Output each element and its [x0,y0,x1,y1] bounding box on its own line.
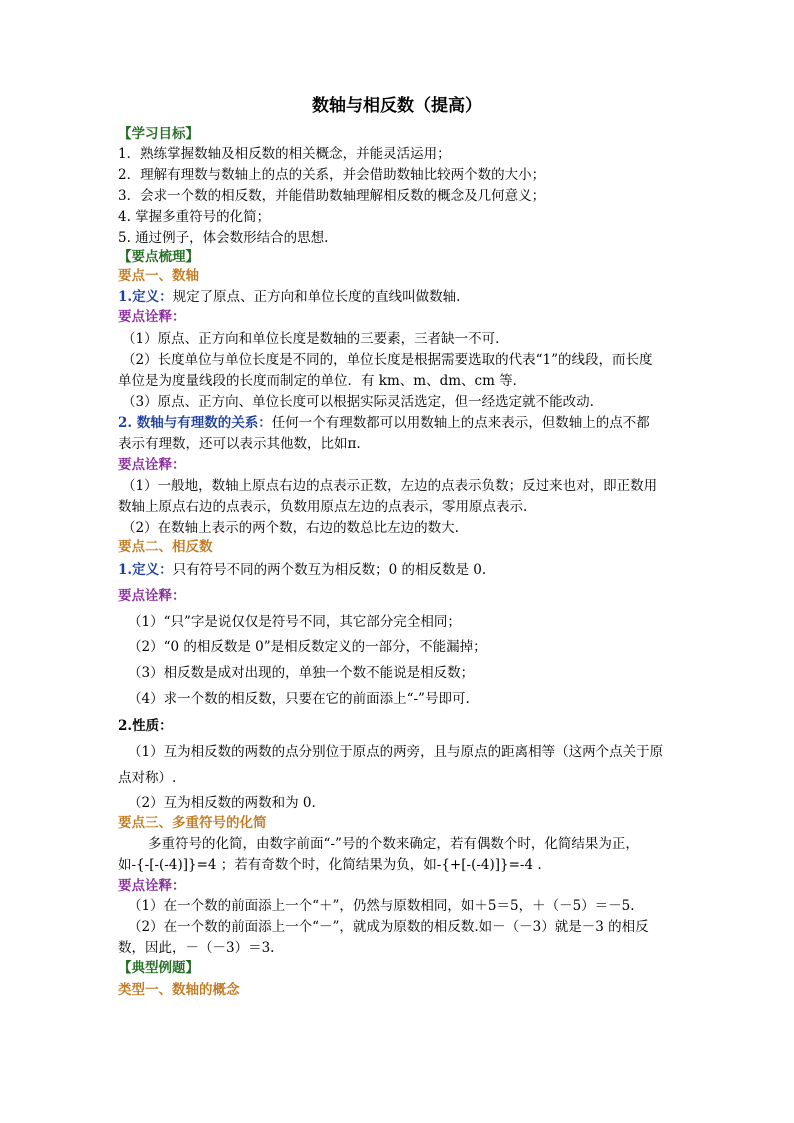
note-item: 数，因此，－（－3）＝3. [118,940,275,956]
simplify-text: 多重符号的化简，由数字前面“-”号的个数来确定，若有偶数个时，化简结果为正， [148,836,639,852]
note-label: 要点诠释： [118,588,186,604]
relation-text: 任何一个有理数都可以用数轴上的点来表示，但数轴上的点不都 [271,415,650,431]
definition-label: 1.定义： [118,562,173,578]
section-review: 【要点梳理】 [118,249,199,265]
note-item: （1）原点、正方向和单位长度是数轴的三要素，三者缺一不可. [122,331,500,347]
note-item: （1）“只”字是说仅仅是符号不同，其它部分完全相同； [128,614,461,630]
note-label: 要点诠释： [118,878,186,894]
note-item: （1）一般地，数轴上原点右边的点表示正数，左边的点表示负数；反过来也对，即正数用 [122,478,658,494]
point1-heading: 要点一、数轴 [118,268,199,284]
definition-text: 只有符号不同的两个数互为相反数；0 的相反数是 0. [172,562,487,578]
goal-item: 4. 掌握多重符号的化简； [118,209,271,225]
goal-item: 5. 通过例子，体会数形结合的思想. [118,230,329,246]
definition-label: 1.定义： [118,289,173,305]
note-item: （3）原点、正方向、单位长度可以根据实际灵活选定，但一经选定就不能改动. [122,394,594,410]
property-item: （2）互为相反数的两数和为 0. [128,795,316,811]
relation-line [118,413,650,433]
note-item: （4）求一个数的相反数，只要在它的前面添上“-”号即可. [128,691,470,707]
type1-heading: 类型一、数轴的概念 [118,982,240,998]
goal-item: 3．会求一个数的相反数，并能借助数轴理解相反数的概念及几何意义； [118,188,546,204]
section-goals: 【学习目标】 [118,126,199,142]
note-item: （2）长度单位与单位长度是不同的，单位长度是根据需要选取的代表“1”的线段，而长度 [122,352,653,368]
property-label: 2.性质： [118,718,173,734]
note-item: 数轴上原点右边的点表示，负数用原点左边的点表示，零用原点表示. [118,499,528,515]
note-item: （2）“0 的相反数是 0”是相反数定义的一部分，不能漏掉； [128,639,487,655]
definition-text: 规定了原点、正方向和单位长度的直线叫做数轴. [172,289,461,305]
goal-item: 2．理解有理数与数轴上的点的关系，并会借助数轴比较两个数的大小； [118,167,546,183]
section-examples: 【典型例题】 [118,960,199,976]
point2-heading: 要点二、相反数 [118,539,213,555]
note-item: （2）在一个数的前面添上一个“－”，就成为原数的相反数.如－（－3）就是－3 的相反 [128,919,649,935]
note-item: （2）在数轴上表示的两个数，右边的数总比左边的数大. [122,520,459,536]
property-item: （1）互为相反数的两数的点分别位于原点的两旁，且与原点的距离相等（这两个点关于原 [128,744,664,760]
note-label: 要点诠释： [118,457,186,473]
point2-definition [118,560,486,580]
point1-definition [118,287,460,307]
relation-text-cont: 表示有理数，还可以表示其他数，比如π. [118,436,361,452]
relation-label: 2. 数轴与有理数的关系： [118,415,272,431]
note-label: 要点诠释： [118,309,186,325]
simplify-text: 如-{-[-(-4)]}=4 ；若有奇数个时，化简结果为负，如-{+[-(-4)]}=-4 . [118,857,542,873]
note-item: （1）在一个数的前面添上一个“＋”，仍然与原数相同，如＋5＝5，＋（－5）＝－5. [128,898,635,914]
property-item: 点对称）. [118,770,177,786]
page-title: 数轴与相反数（提高） [312,96,482,116]
note-item: 单位是为度量线段的长度而制定的单位．有 km、m、dm、cm 等． [118,373,527,389]
note-item: （3）相反数是成对出现的，单独一个数不能说是相反数； [128,665,475,681]
goal-item: 1．熟练掌握数轴及相反数的相关概念，并能灵活运用； [118,146,451,162]
point3-heading: 要点三、多重符号的化简 [118,815,267,831]
